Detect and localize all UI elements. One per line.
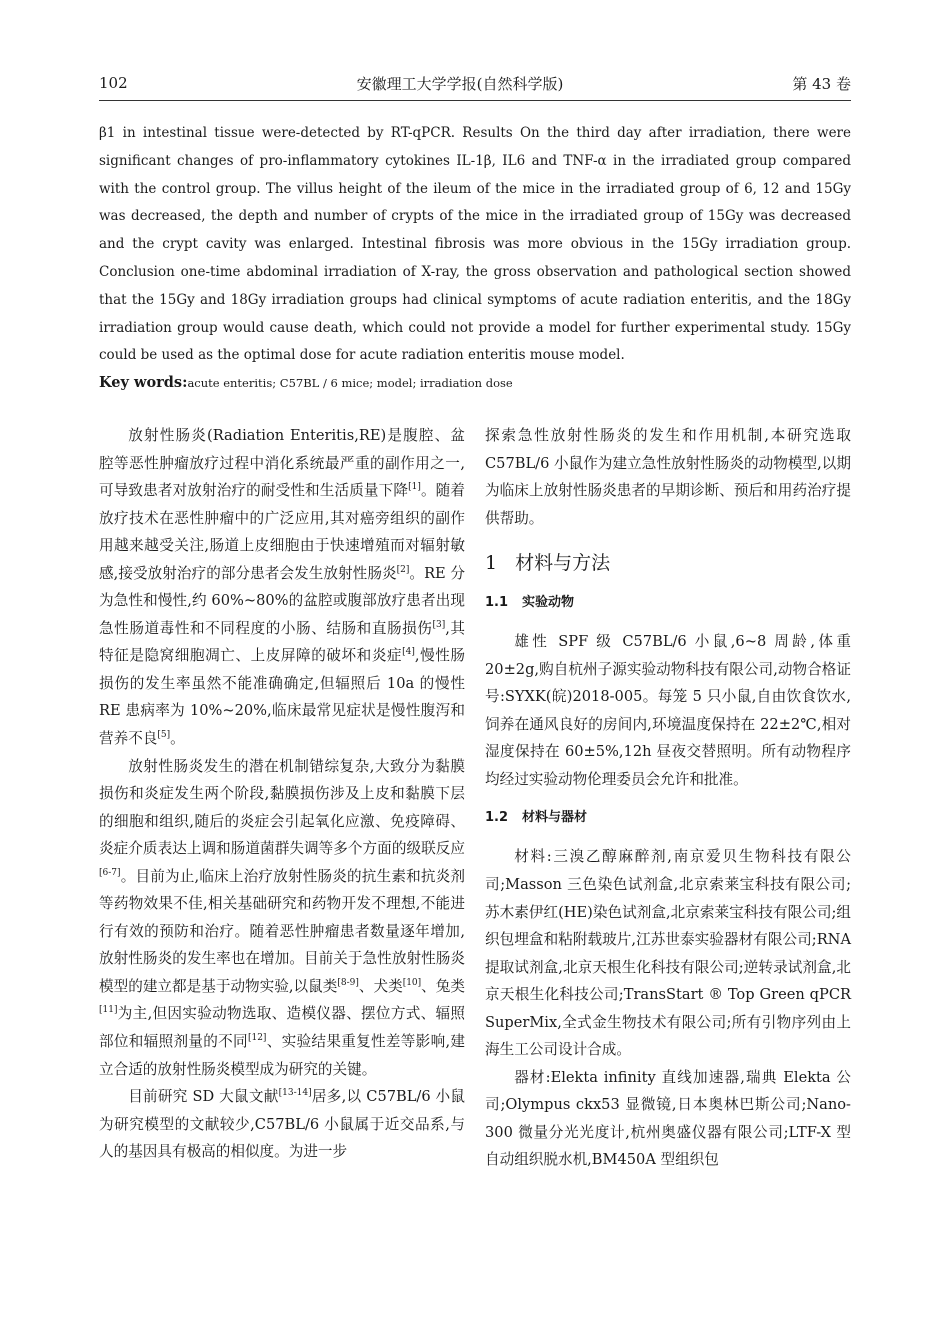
subsection-heading-1-2: 1.2 材料与器材 [485,810,588,826]
header-divider [99,100,851,101]
journal-title: 安徽理工大学学报(自然科学版) [356,74,564,93]
citation: [2] [396,564,410,575]
keywords-text: acute enteritis; C57BL / 6 mice; model; irradiation dose [187,376,513,390]
subsection-heading-1-1: 1.1 实验动物 [485,595,575,611]
left-column [99,422,465,1166]
citation: [3] [432,619,446,630]
citation: [12] [247,1033,267,1044]
keywords-label: Key words: [99,374,188,391]
volume-label: 第 43 卷 [792,74,851,93]
abstract-text: β1 in intestinal tissue were-detected by RT-qPCR. Results On the third day after irradiation, there were significant changes of pro-inflammatory cytokines IL-1β, IL6 and TNF-α in the irradiated group compared with the control group. The villus height of the ileum of the mice in the irradiated group of 6, 12 and 15Gy was decreased, the depth and number of crypts of the mice in the irradiated group of 15Gy was decreased and the crypt cavity was enlarged. Intestinal fibrosis was more obvious in the 15Gy irradiation group. Conclusion one-time abdominal irradiation of X-ray, the gross observation and pathological section showed that the 15Gy and 18Gy irradiation groups had clinical symptoms of acute radiation enteritis, and the 18Gy irradiation group would cause death, which could not provide a model for further experimental study. 15Gy could be used as the optimal dose for acute radiation enteritis mouse model. [99,125,851,364]
running-header [99,70,851,96]
english-abstract [99,120,851,370]
equipment-paragraph: 器材:Elekta infinity 直线加速器,瑞典 Elekta 公司;Olympus ckx53 显微镜,日本奥林巴斯公司;Nano-300 微量分光光度计,杭州奥盛仪器有限公司;LTF-X 型自动组织脱水机,BM450A 型组织包 [485,1068,851,1169]
intro-paragraph-1: 放射性肠炎(Radiation Enteritis,RE)是腹腔、盆腔等恶性肿瘤放疗过程中消化系统最严重的副作用之一,可导致患者对放射治疗的耐受性和生活质量下降[1]。随着放疗技术在恶性肿瘤中的广泛应用,其对癌旁组织的副作用越来越受关注,肠道上皮细胞由于快速增殖而对辐射敏感,接受放射治疗的部分患者会发生放射性肠炎[2]。RE 分为急性和慢性,约 60%~80%的盆腔或腹部放疗患者出现急性肠道毒性和不同程度的小肠、结肠和直肠损伤[3],其特征是隐窝细胞凋亡、上皮屏障的破坏和炎症[4],慢性肠损伤的发生率虽然不能准确确定,但辐照后 10a 的慢性 RE 患病率为 10%~20%,临床最常见症状是慢性腹泻和营养不良[5]。 [99,427,465,748]
intro-paragraph-3-continued: 探索急性放射性肠炎的发生和作用机制,本研究选取 C57BL/6 小鼠作为建立急性放射性肠炎的动物模型,以期为临床上放射性肠炎患者的早期诊断、预后和用药治疗提供帮助。 [485,427,851,527]
citation: [1] [408,482,421,493]
citation: [10] [402,977,422,988]
section-heading-1: 1 材料与方法 [485,552,611,575]
materials-paragraph: 材料:三溴乙醇麻醉剂,南京爱贝生物科技有限公司;Masson 三色染色试剂盒,北京索莱宝科技有限公司;苏木素伊红(HE)染色试剂盒,北京索莱宝科技有限公司;组织包埋盒和粘附载玻片,江苏世泰实验器材有限公司;RNA 提取试剂盒,北京天根生化科技有限公司;逆转录试剂盒,北京天根生化科技公司;TransStart ® Top Green qPCR SuperMix,全式金生物技术有限公司;所有引物序列由上海生工公司设计合成。 [485,848,851,1059]
citation: [5] [157,730,171,741]
animals-paragraph: 雄性 SPF 级 C57BL/6 小鼠,6~8 周龄,体重 20±2g,购自杭州子源实验动物科技有限公司,动物合格证号:SYXK(皖)2018-005。每笼 5 只小鼠,自由饮食饮水,饲养在通风良好的房间内,环境温度保持在 22±2℃,相对湿度保持在 60±5%,12h 昼夜交替照明。所有动物程序均经过实验动物伦理委员会允许和批准。 [485,633,851,788]
intro-paragraph-2: 放射性肠炎发生的潜在机制错综复杂,大致分为黏膜损伤和炎症发生两个阶段,黏膜损伤涉及上皮和黏膜下层的细胞和组织,随后的炎症会引起氧化应激、免疫障碍、炎症介质表达上调和肠道菌群失调等多个方面的级联反应[6-7]。目前为止,临床上治疗放射性肠炎的抗生素和抗炎剂等药物效果不佳,相关基础研究和药物开发不理想,不能进行有效的预防和治疗。随着恶性肿瘤患者数量逐年增加,放射性肠炎的发生率也在增加。目前关于急性放射性肠炎模型的建立都是基于动物实验,以鼠类[8-9]、犬类[10]、兔类[11]为主,但因实验动物选取、造模仪器、摆位方式、辐照部位和辐照剂量的不同[12]、实验结果重复性差等影响,建立合适的放射性肠炎模型成为研究的关键。 [99,757,465,1078]
citation: [4] [402,647,415,658]
citation: [11] [99,1005,118,1016]
citation: [13-14] [278,1088,312,1099]
citation: [8-9] [337,977,359,988]
keywords [99,372,851,394]
intro-paragraph-3: 目前研究 SD 大鼠文献[13-14]居多,以 C57BL/6 小鼠为研究模型的文献较少,C57BL/6 小鼠属于近交品系,与人的基因具有极高的相似度。为进一步 [99,1088,465,1161]
citation: [6-7] [99,867,121,878]
page-number: 102 [99,74,128,92]
right-column [485,422,851,1174]
